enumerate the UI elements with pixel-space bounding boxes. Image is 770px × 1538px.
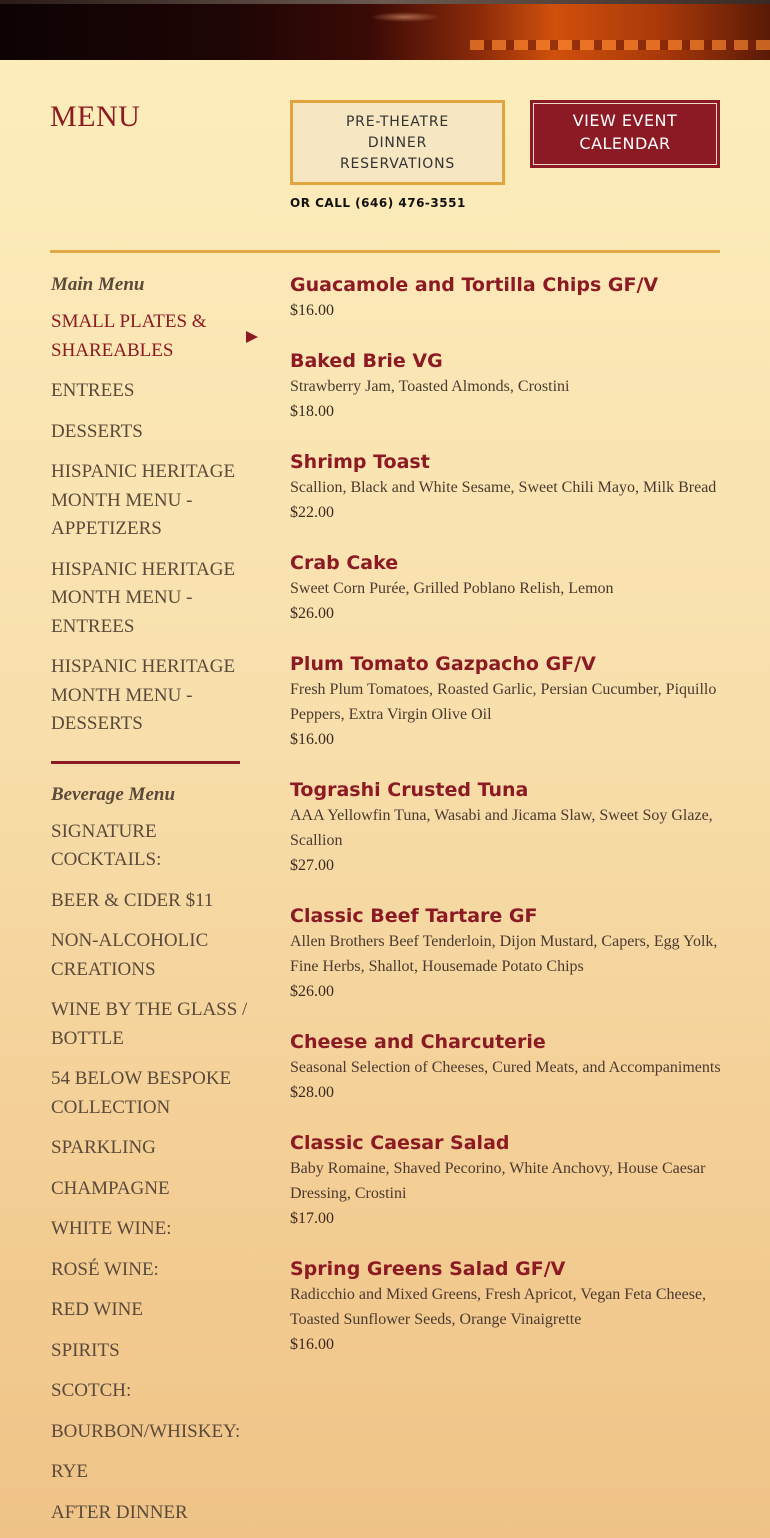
nav-signature-cocktails[interactable]: SIGNATURE COCKTAILS: [51, 820, 162, 870]
menu-item-description: Seasonal Selection of Cheeses, Cured Meats, and Accompaniments [290, 1059, 721, 1076]
menu-item-price: $18.00 [290, 403, 334, 420]
menu-item-price: $27.00 [290, 857, 334, 874]
menu-item-description: Baby Romaine, Shaved Pecorino, White Anchovy, House Caesar Dressing, Crostini [290, 1160, 706, 1202]
nav-bourbon-whiskey[interactable]: BOURBON/WHISKEY: [51, 1420, 241, 1442]
main-menu-list [51, 308, 251, 739]
nav-hispanic-appetizers[interactable]: HISPANIC HERITAGE MONTH MENU - APPETIZERS [51, 461, 236, 539]
menu-item-price: $16.00 [290, 1336, 334, 1353]
menu-item-description: AAA Yellowfin Tuna, Wasabi and Jicama Slaw, Sweet Soy Glaze, Scallion [290, 807, 713, 849]
reserve-button-label: PRE-THEATRE DINNER RESERVATIONS [339, 114, 456, 172]
menu-item-description: Sweet Corn Purée, Grilled Poblano Relish, Lemon [290, 580, 614, 597]
menu-item [290, 651, 730, 752]
pre-theatre-reservations-button[interactable] [290, 100, 505, 185]
nav-hispanic-desserts[interactable]: HISPANIC HERITAGE MONTH MENU - DESSERTS [51, 656, 236, 734]
beverage-menu-list [51, 818, 251, 1528]
menu-item-name: Classic Beef Tartare GF [290, 905, 538, 927]
menu-item-name: Classic Caesar Salad [290, 1132, 510, 1154]
nav-scotch[interactable]: SCOTCH: [51, 1380, 132, 1401]
menu-item [290, 1029, 730, 1105]
hero-highlight [370, 12, 440, 22]
hero-molding [470, 40, 770, 50]
nav-sparkling[interactable]: SPARKLING [51, 1137, 156, 1158]
menu-item [290, 1256, 730, 1357]
menu-item-price: $16.00 [290, 731, 334, 748]
menu-items-list [290, 272, 730, 1382]
header-divider [50, 250, 720, 253]
menu-item-name: Crab Cake [290, 552, 399, 574]
nav-champagne[interactable]: CHAMPAGNE [51, 1177, 170, 1199]
menu-item-name: Cheese and Charcuterie [290, 1031, 546, 1053]
menu-item-name: Plum Tomato Gazpacho GF/V [290, 653, 596, 675]
menu-item-price: $17.00 [290, 1210, 334, 1227]
menu-item [290, 272, 730, 323]
view-event-calendar-button[interactable] [530, 100, 720, 168]
menu-item-description: Scallion, Black and White Sesame, Sweet Chili Mayo, Milk Bread [290, 479, 717, 496]
menu-item-name: Baked Brie VG [290, 350, 443, 372]
menu-sidebar [51, 272, 251, 1527]
menu-item [290, 550, 730, 626]
hero-banner-image [0, 0, 770, 60]
menu-item-description: Allen Brothers Beef Tenderloin, Dijon Mustard, Capers, Egg Yolk, Fine Herbs, Shallot, Housemade Potato Chips [290, 933, 718, 975]
menu-item [290, 348, 730, 424]
menu-item-name: Guacamole and Tortilla Chips GF/V [290, 274, 659, 296]
main-menu-heading: Main Menu [51, 274, 145, 295]
menu-item-price: $26.00 [290, 983, 334, 1000]
event-button-label: VIEW EVENT CALENDAR [572, 111, 678, 153]
nav-white-wine[interactable]: WHITE WINE: [51, 1218, 172, 1239]
menu-item-description: Radicchio and Mixed Greens, Fresh Apricot, Vegan Feta Cheese, Toasted Sunflower Seeds, Orange Vinaigrette [290, 1286, 707, 1328]
nav-non-alcoholic[interactable]: NON-ALCOHOLIC CREATIONS [51, 930, 209, 980]
nav-rye[interactable]: RYE [51, 1461, 88, 1482]
menu-item-price: $28.00 [290, 1084, 334, 1101]
nav-red-wine[interactable]: RED WINE [51, 1299, 143, 1320]
menu-item-name: Tograshi Crusted Tuna [290, 779, 529, 801]
beverage-menu-heading: Beverage Menu [51, 783, 176, 805]
page-title: MENU [50, 100, 141, 133]
nav-rose-wine[interactable]: ROSÉ WINE: [51, 1258, 159, 1280]
menu-item [290, 777, 730, 878]
menu-item-name: Shrimp Toast [290, 451, 430, 473]
nav-spirits[interactable]: SPIRITS [51, 1339, 120, 1361]
nav-beer-cider[interactable]: BEER & CIDER $11 [51, 889, 214, 911]
active-arrow-icon [246, 331, 258, 343]
menu-item-price: $16.00 [290, 302, 334, 319]
nav-after-dinner[interactable]: AFTER DINNER [51, 1501, 188, 1523]
hero-rail [0, 0, 770, 4]
nav-desserts[interactable]: DESSERTS [51, 420, 143, 442]
nav-hispanic-entrees[interactable]: HISPANIC HERITAGE MONTH MENU - ENTREES [51, 558, 236, 637]
menu-item-price: $22.00 [290, 504, 334, 521]
nav-wine-by-glass[interactable]: WINE BY THE GLASS / BOTTLE [51, 999, 248, 1049]
sidebar-divider [51, 761, 240, 764]
nav-small-plates[interactable]: SMALL PLATES & SHAREABLES [51, 311, 207, 361]
phone-call-text: OR CALL (646) 476-3551 [290, 196, 466, 210]
menu-item-description: Strawberry Jam, Toasted Almonds, Crostini [290, 378, 570, 395]
menu-item-name: Spring Greens Salad GF/V [290, 1258, 566, 1280]
menu-item [290, 1130, 730, 1231]
menu-item-price: $26.00 [290, 605, 334, 622]
menu-item [290, 449, 730, 525]
nav-entrees[interactable]: ENTREES [51, 380, 135, 401]
menu-item [290, 903, 730, 1004]
nav-bespoke-collection[interactable]: 54 BELOW BESPOKE COLLECTION [51, 1068, 232, 1118]
menu-item-description: Fresh Plum Tomatoes, Roasted Garlic, Persian Cucumber, Piquillo Peppers, Extra Virgin Olive Oil [290, 681, 717, 723]
